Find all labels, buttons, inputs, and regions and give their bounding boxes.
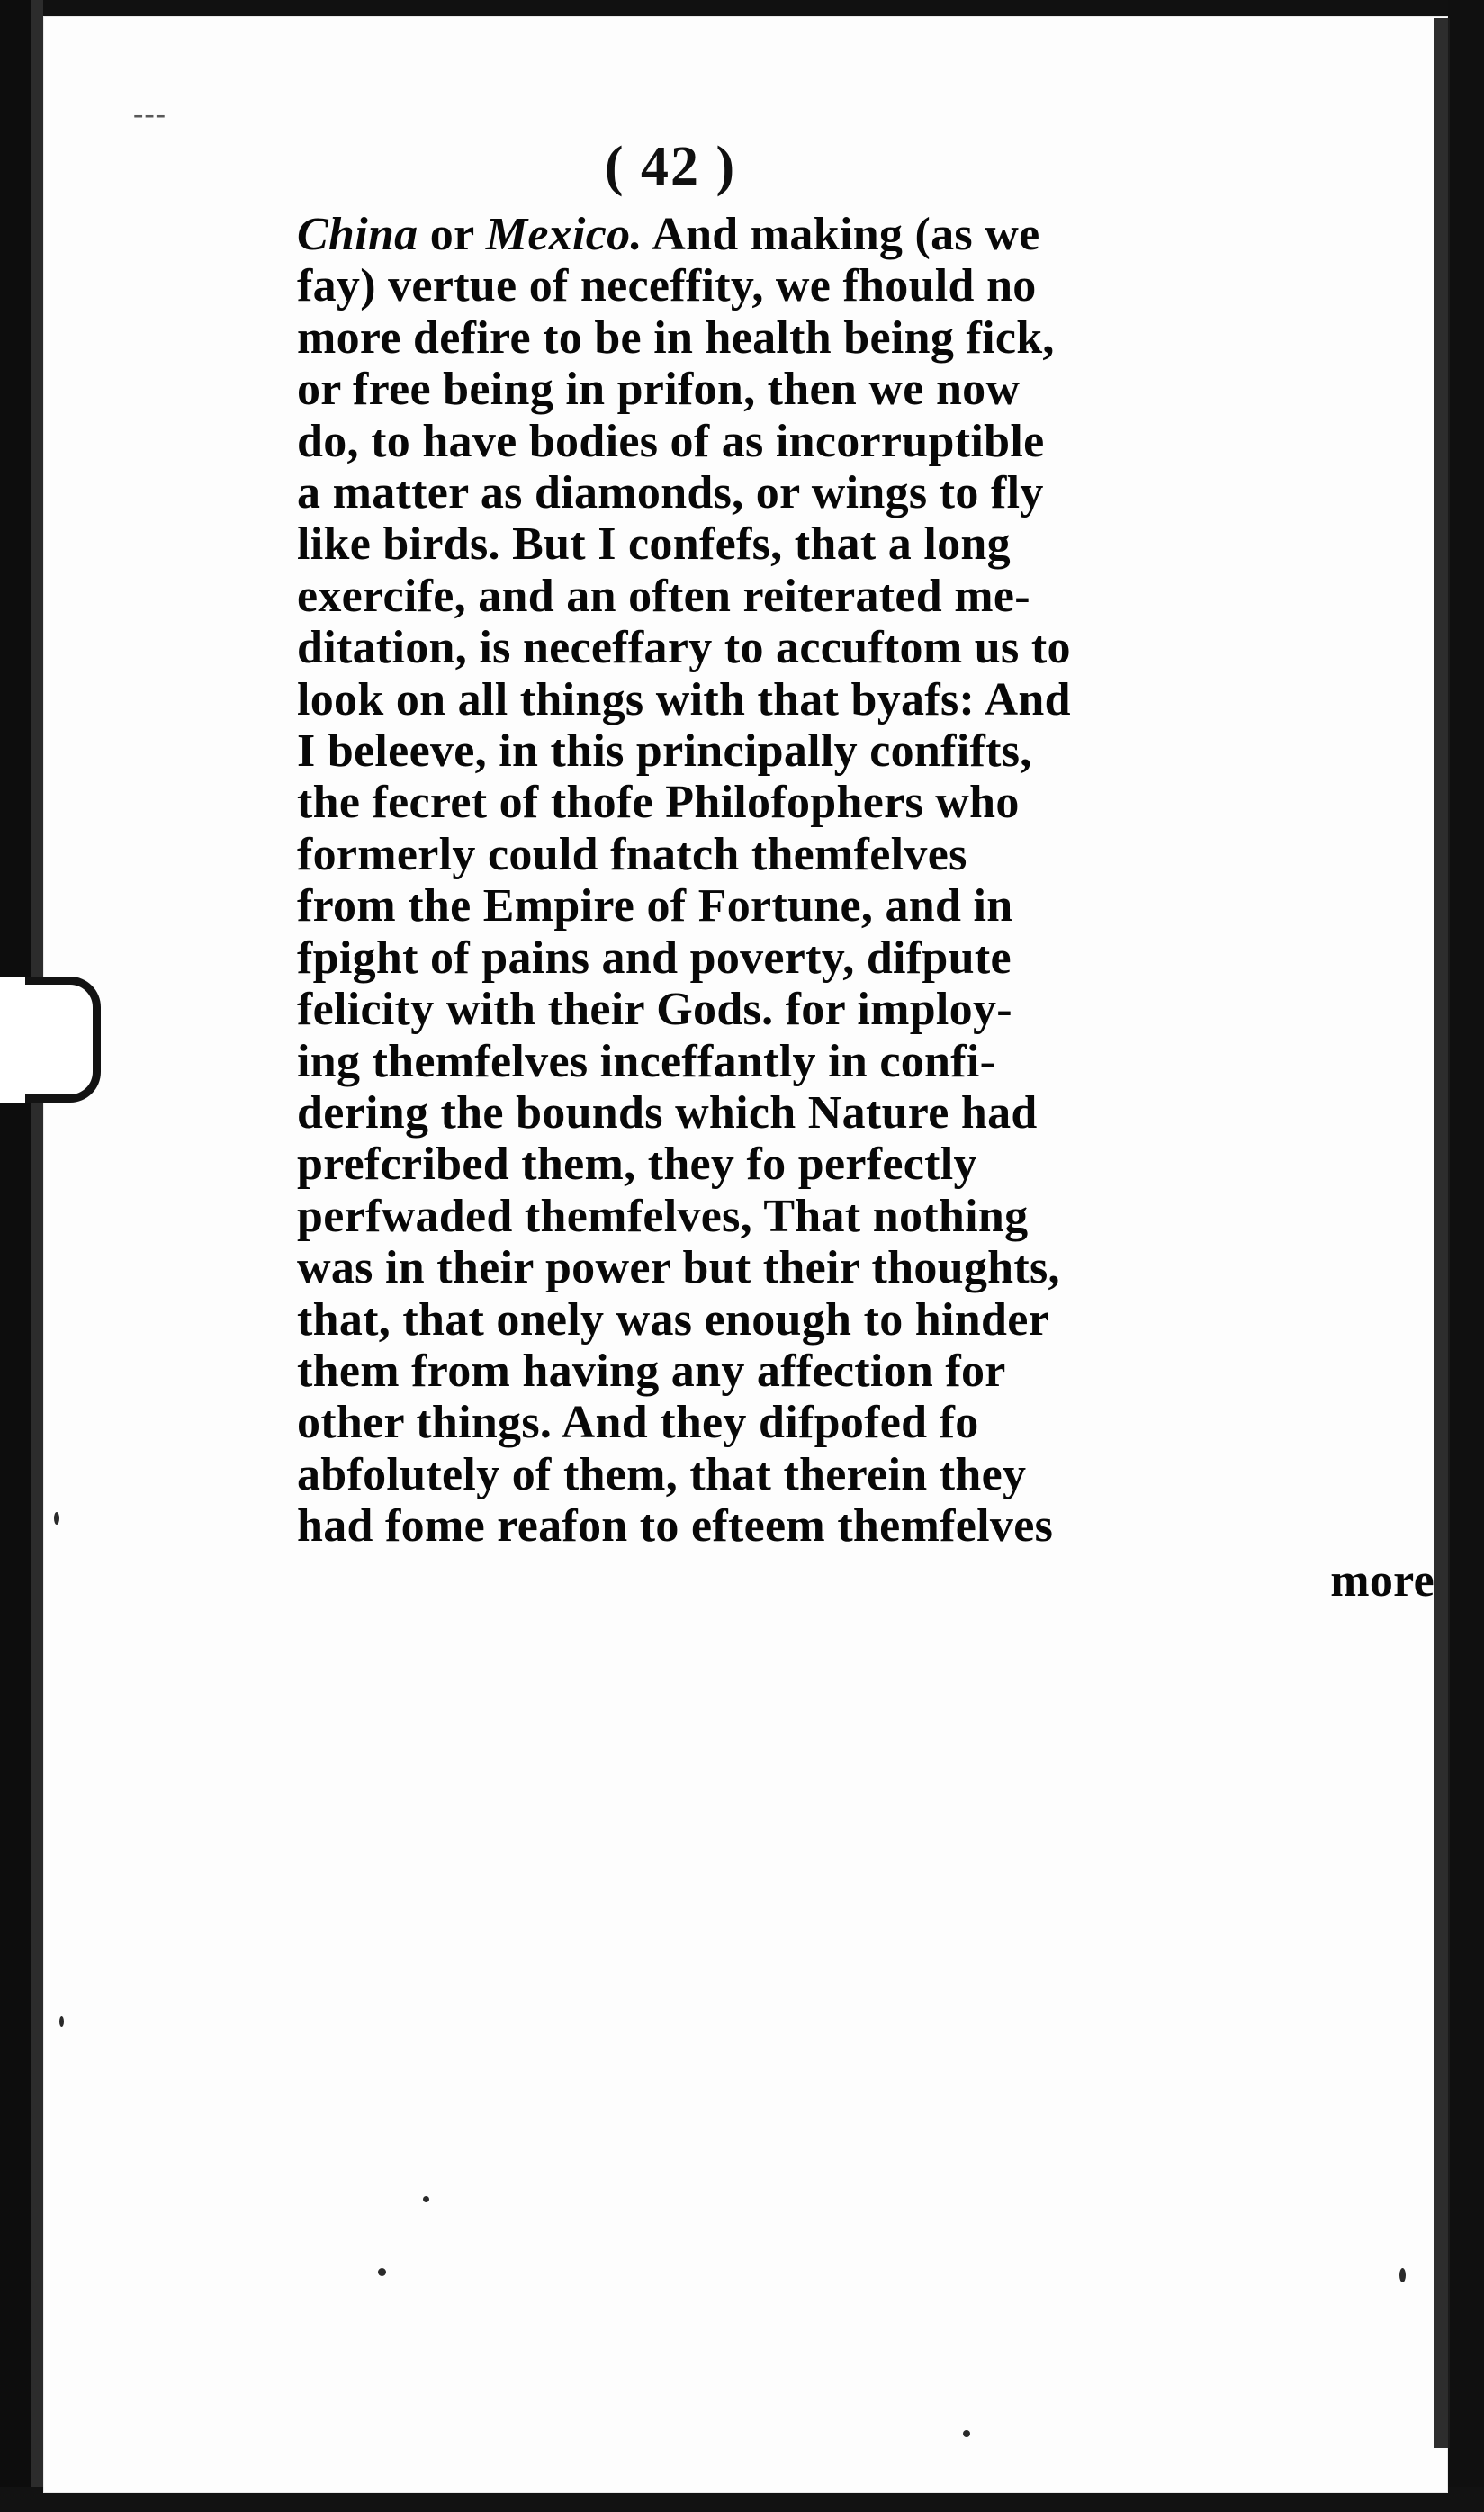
text-line: ing themfelves inceffantly in confi-: [297, 1035, 996, 1087]
scan-edge-left: [0, 0, 31, 2512]
text-line: fay) vertue of neceffity, we fhould no: [297, 260, 1037, 312]
text-line: them from having any affection for: [297, 1345, 1006, 1397]
text-line: or free being in prifon, then we now: [297, 364, 1021, 416]
text-line-italic-lead: China: [297, 209, 418, 260]
catchword: more: [1330, 1554, 1435, 1607]
scan-speck: [1399, 2268, 1406, 2282]
text-line-italic-second: Mexico.: [485, 209, 643, 260]
scan-edge-left-secondary: [31, 0, 43, 2512]
text-line: like birds. But I confefs, that a long: [297, 518, 1011, 571]
text-line: prefcribed them, they fo perfectly: [297, 1139, 977, 1191]
text-line: that, that onely was enough to hinder: [297, 1293, 1049, 1346]
text-line-connector: or: [418, 209, 486, 260]
text-line: was in their power but their thoughts,: [297, 1242, 1060, 1294]
text-line: exercife, and an often reiterated me-: [297, 570, 1030, 622]
scan-speck: [423, 2196, 429, 2202]
page-content: [297, 135, 1440, 1607]
text-line: other things. And they difpofed fo: [297, 1397, 979, 1449]
text-line: perfwaded themfelves, That nothing: [297, 1190, 1029, 1242]
scan-edge-top: [0, 0, 1484, 18]
text-line: I beleeve, in this principally confifts,: [297, 725, 1032, 778]
page-edge-notch: [18, 977, 101, 1103]
text-line: a matter as diamonds, or wings to fly: [297, 467, 1044, 519]
text-line: more defire to be in health being fick,: [297, 311, 1055, 364]
text-line: abfolutely of them, that therein they: [297, 1448, 1027, 1500]
text-line: dering the bounds which Nature had: [297, 1086, 1038, 1139]
text-line: felicity with their Gods. for imploy-: [297, 984, 1012, 1036]
text-line: [297, 210, 1440, 260]
body-text: [297, 210, 1440, 1607]
scan-speck: [54, 1512, 59, 1525]
text-line: ditation, is neceffary to accuftom us to: [297, 622, 1071, 674]
text-line: the fecret of thofe Philofophers who: [297, 777, 1020, 829]
text-line: fpight of pains and poverty, difpute: [297, 932, 1012, 984]
scan-speck: [59, 2016, 64, 2027]
page-edge-notch-opening: [0, 977, 25, 1103]
text-line: do, to have bodies of as incorruptible: [297, 415, 1045, 467]
text-line: had fome reafon to efteem themfelves: [297, 1500, 1054, 1553]
text-line: from the Empire of Fortune, and in: [297, 880, 1013, 932]
scan-edge-right: [1448, 0, 1484, 2512]
folio-number: ( 42 ): [604, 136, 737, 197]
text-line-rest: And making (as we: [642, 209, 1040, 260]
margin-mark: ---: [133, 97, 166, 131]
text-line: formerly could fnatch themfelves: [297, 828, 967, 880]
scan-speck: [963, 2430, 970, 2437]
scan-speck: [378, 2268, 386, 2276]
text-line: look on all things with that byafs: And: [297, 673, 1071, 725]
